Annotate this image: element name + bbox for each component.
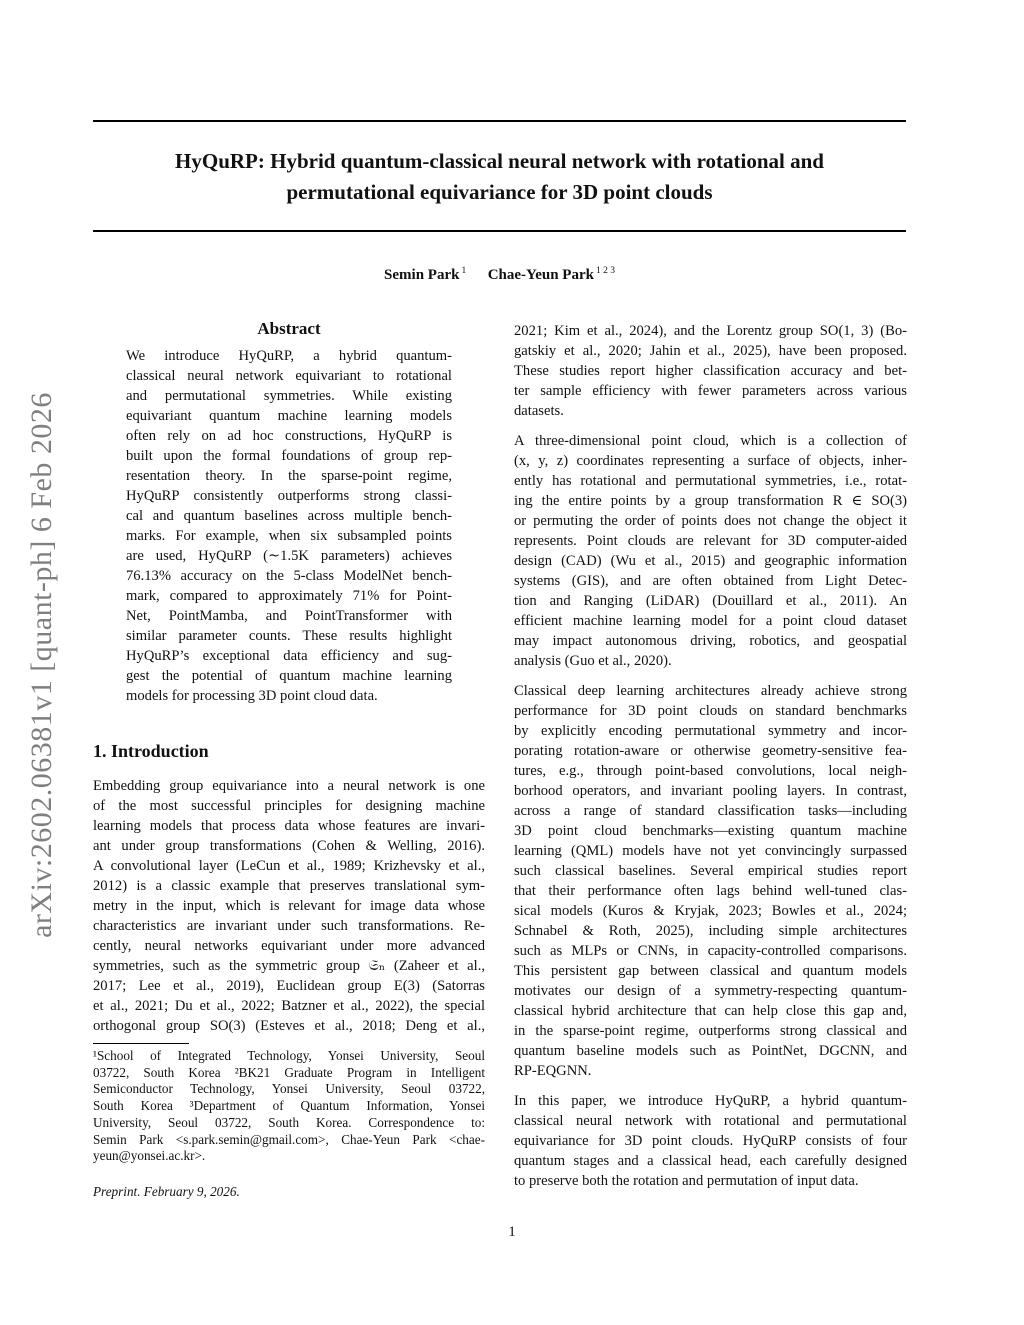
text-line: This persistent gap between classical and quantum models [514,963,907,979]
text-line: Schnabel & Roth, 2025), including simple architectures [514,923,907,939]
text-line: learning models that process data whose features are invari- [93,818,485,834]
text-line: of the most successful principles for designing machine [93,798,485,814]
text-line: or permuting the order of points does not change the object it [514,513,907,529]
right-column [514,321,907,1191]
text-line: tures, e.g., through point-based convolutions, local neigh- [514,763,907,779]
text-line: We introduce HyQuRP, a hybrid quantum- [126,348,452,364]
text-line: by explicitly encoding permutational symmetry and incor- [514,723,907,739]
text-line: systems (GIS), and are often obtained from Light Detec- [514,573,907,589]
text-line: classical neural network equivariant to rotational [126,368,452,384]
text-line: and permutational symmetries. While existing [126,388,452,404]
text-line: et al., 2021; Du et al., 2022; Batzner et al., 2022), the special [93,998,485,1014]
arxiv-sidebar [22,360,62,970]
text-line: across a range of standard classification tasks—including [514,803,907,819]
text-line: These studies report higher classification accuracy and bet- [514,363,907,379]
text-line: such classical baselines. Several empirical studies report [514,863,907,879]
text-line: learning (QML) models have not yet convincingly surpassed [514,843,907,859]
paragraph [514,431,907,671]
text-line: performance for 3D point clouds on standard benchmarks [514,703,907,719]
text-line: Net, PointMamba, and PointTransformer with [126,608,452,624]
text-line: ing the entire points by a group transformation R ∈ SO(3) [514,493,907,509]
text-line: may impact autonomous driving, robotics, and geospatial [514,633,907,649]
abstract-body [126,346,452,706]
text-line: ant under group transformations (Cohen & Welling, 2016). [93,838,485,854]
paragraph [514,1091,907,1191]
text-line: efficient machine learning model for a point cloud dataset [514,613,907,629]
text-line: design (CAD) (Wu et al., 2015) and geographic information [514,553,907,569]
title-bottom-rule [93,230,906,232]
paragraph [514,681,907,1081]
text-line: equivariant quantum machine learning models [126,408,452,424]
text-line: mark, compared to approximately 71% for Point- [126,588,452,604]
text-line: are used, HyQuRP (∼1.5K parameters) achieves [126,548,452,564]
author-name: Semin Park [384,267,460,283]
text-line: metry in the input, which is relevant for image data whose [93,898,485,914]
text-line: tion and Ranging (LiDAR) (Douillard et al., 2011). An [514,593,907,609]
text-line: borhood operators, and invariant pooling layers. In contrast, [514,783,907,799]
author-affiliation: 1 2 3 [595,266,615,276]
text-line: porating rotation-aware or otherwise geometry-sensitive fea- [514,743,907,759]
text-line: marks. For example, when six subsampled points [126,528,452,544]
preprint-note: Preprint. February 9, 2026. [93,1184,240,1199]
text-line: similar parameter counts. These results highlight [126,628,452,644]
text-line: ¹School of Integrated Technology, Yonsei University, Seoul [93,1048,485,1063]
text-line: In this paper, we introduce HyQuRP, a hybrid quantum- [514,1093,907,1109]
text-line: quantum stages and a classical head, each carefully designed [514,1153,907,1169]
arxiv-identifier: arXiv:2602.06381v1 [quant-ph] 6 Feb 2026 [25,392,59,938]
text-line: gatskiy et al., 2020; Jahin et al., 2025), have been proposed. [514,343,907,359]
text-line: South Korea ³Department of Quantum Information, Yonsei [93,1098,485,1114]
text-line: 3D point cloud benchmarks—existing quantum machine [514,823,907,839]
text-line: motivates our design of a symmetry-respecting quantum- [514,983,907,999]
text-line: ently has rotational and permutational symmetries, i.e., rotat- [514,473,907,489]
text-line: cently, neural networks equivariant under more advanced [93,938,485,954]
intro-body [93,776,485,1036]
text-line: A convolutional layer (LeCun et al., 1989; Krizhevsky et al., [93,858,485,874]
title-line: HyQuRP: Hybrid quantum-classical neural network with rotational and [175,149,824,173]
text-line: that their performance often lags behind well-tuned clas- [514,883,907,899]
author-name: Chae-Yeun Park [487,267,594,283]
text-line: orthogonal group SO(3) (Esteves et al., 2018; Deng et al., [93,1018,485,1034]
text-line: Semin Park <s.park.semin@gmail.com>, Chae-Yeun Park <chae- [93,1131,485,1147]
text-line: yeun@yonsei.ac.kr>. [93,1148,206,1164]
paragraph [514,321,907,421]
text-line: RP-EQGNN. [514,1063,592,1079]
text-line: 2017; Lee et al., 2019), Euclidean group E(3) (Satorras [93,978,485,994]
title-line: permutational equivariance for 3D point clouds [286,180,713,204]
text-line: models for processing 3D point cloud data. [126,688,378,704]
text-line: Classical deep learning architectures already achieve strong [514,683,907,699]
text-line: Semiconductor Technology, Yonsei University, Seoul 03722, [93,1081,485,1097]
text-line: symmetries, such as the symmetric group 𝔖ₙ (Zaheer et al., [93,958,485,974]
text-line: A three-dimensional point cloud, which is a collection of [514,433,907,449]
text-line: quantum baseline models such as PointNet, DGCNN, and [514,1043,907,1059]
text-line: HyQuRP’s exceptional data efficiency and sug- [126,648,452,664]
text-line: resentation theory. In the sparse-point regime, [126,468,452,484]
text-line: 76.13% accuracy on the 5-class ModelNet bench- [126,568,452,584]
text-line: equivariance for 3D point clouds. HyQuRP consists of four [514,1133,907,1149]
text-line: cal and quantum baselines across multiple bench- [126,508,452,524]
author-affiliation: 1 [461,266,467,276]
section-heading: 1. Introduction [93,741,209,761]
text-line: built upon the formal foundations of group rep- [126,448,452,464]
text-line: datasets. [514,403,564,419]
text-line: 03722, South Korea ²BK21 Graduate Program in Intelligent [93,1064,485,1080]
abstract-heading: Abstract [257,319,321,338]
text-line: sical models (Kuros & Kryjak, 2023; Bowles et al., 2024; [514,903,907,919]
text-line: to preserve both the rotation and permutation of input data. [514,1173,859,1189]
text-line: University, Seoul 03722, South Korea. Correspondence to: [93,1114,485,1130]
text-line: ter sample efficiency with fewer parameters across various [514,383,907,399]
text-line: analysis (Guo et al., 2020). [514,653,672,669]
text-line: classical hybrid architecture that can help close this gap and, [514,1003,907,1019]
text-line: HyQuRP consistently outperforms strong classi- [126,488,452,504]
text-line: such as MLPs or CNNs, in capacity-controlled comparisons. [514,943,907,959]
footnote [93,1048,485,1165]
footnote-rule [93,1043,189,1044]
text-line: classical neural network with rotational and permutational [514,1113,907,1129]
author-list [93,266,906,284]
text-line: in the sparse-point regime, outperforms strong classical and [514,1023,907,1039]
text-line: often rely on ad hoc constructions, HyQuRP is [126,428,452,444]
text-line: represents. Point clouds are relevant for 3D computer-aided [514,533,907,549]
title-top-rule [93,120,906,122]
page-number: 1 [508,1224,516,1240]
text-line: gest the potential of quantum machine learning [126,668,452,684]
text-line: characteristics are invariant under such transformations. Re- [93,918,485,934]
text-line: Embedding group equivariance into a neural network is one [93,778,485,794]
paper-title [93,146,906,208]
text-line: (x, y, z) coordinates representing a surface of objects, inher- [514,453,907,469]
text-line: 2021; Kim et al., 2024), and the Lorentz group SO(1, 3) (Bo- [514,323,907,339]
text-line: 2012) is a classic example that preserves translational sym- [93,878,485,894]
